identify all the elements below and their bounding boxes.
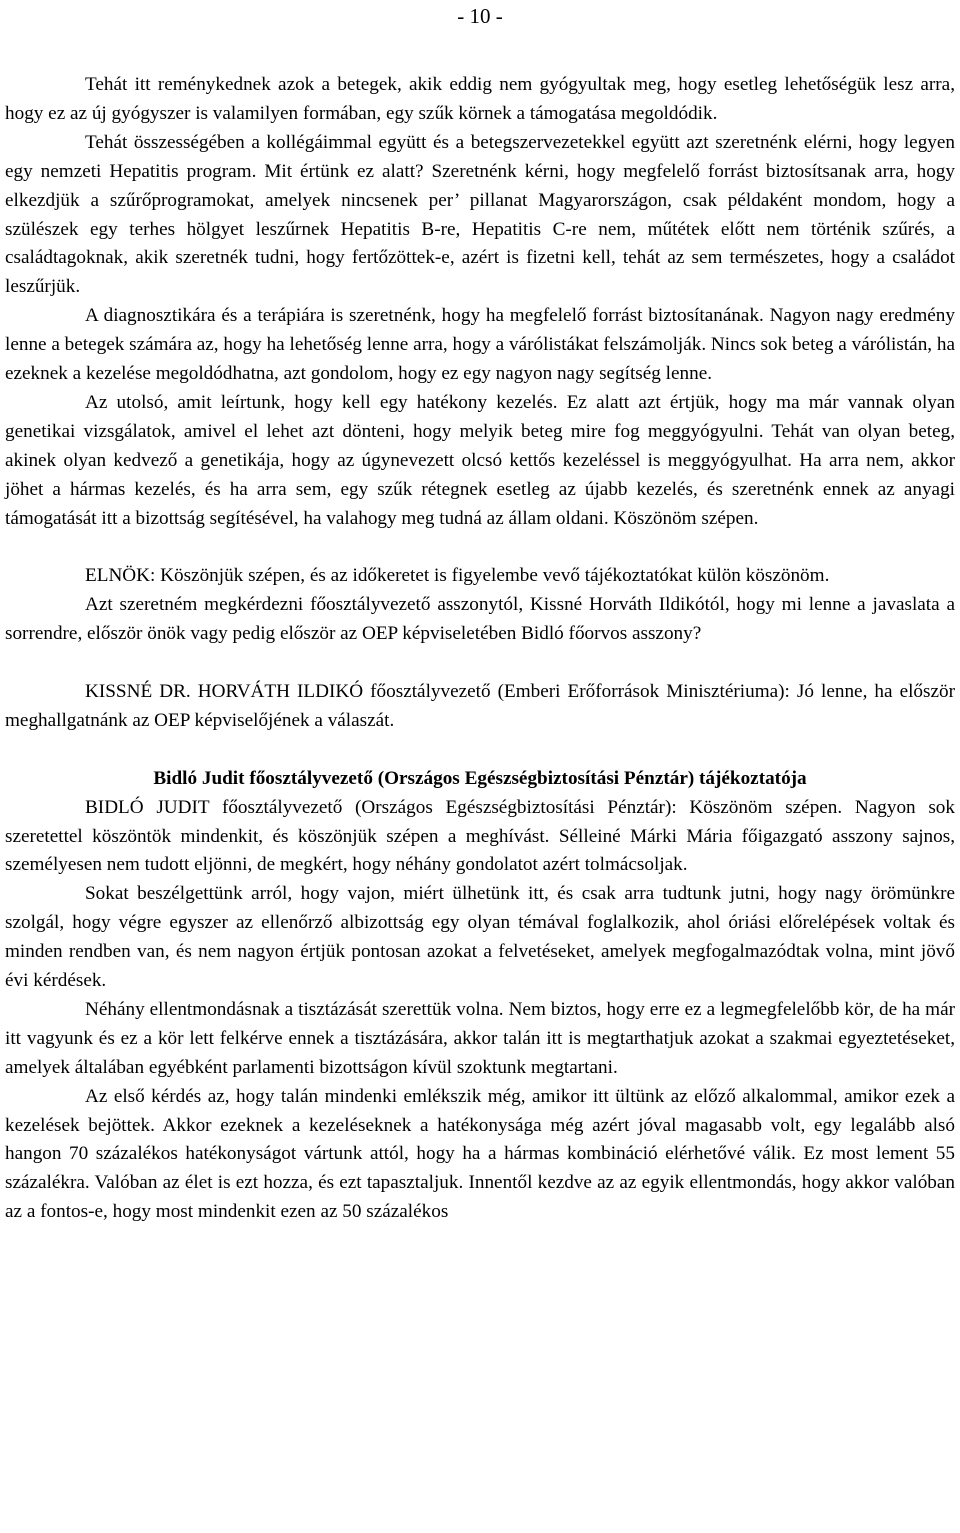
paragraph: Tehát itt reménykednek azok a betegek, akik eddig nem gyógyultak meg, hogy esetleg lehetőségük lesz arra, hogy ez az új gyógyszer is valamilyen formában, egy szűk körnek a támogatása megoldódik.	[5, 74, 955, 124]
paragraph: Az utolsó, amit leírtunk, hogy kell egy hatékony kezelés. Ez alatt azt értjük, hogy ma már vannak olyan genetikai vizsgálatok, amivel el lehet azt dönteni, hogy melyik beteg mire fog meggyógyulni. Tehát van olyan beteg, akinek olyan kedvező a genetikája, hogy az úgynevezett olcsó kettős kezeléssel is meggyógyulhat. Ha arra nem, akkor jöhet a hármas kezelés, és ha arra sem, egy szűk rétegnek esetleg az újabb kezelés, és szeretnénk ennek az anyagi támogatását itt a bizottság segítésével, ha valahogy meg tudná az állam oldani. Köszönöm szépen.	[5, 391, 955, 529]
document-body	[5, 71, 955, 1227]
paragraph: Az első kérdés az, hogy talán mindenki emlékszik még, amikor itt ültünk az előző alkalommal, amikor ezek a kezelések bejöttek. Akkor ezeknek a kezeléseknek a hatékonysága még azért jóval magasabb volt, egy legalább alsó hangon 70 százalékos hatékonyságot vártunk attól, hogy ha a hármas kombináció elérhetővé válik. Ez most lement 55 százalékra. Valóban az élet is ezt hozza, és ezt tapasztaljuk. Innentől kezdve az az egyik ellentmondás, hogy akkor valóban az a fontos-e, hogy most mindenkit ezen az 50 százalékos	[5, 1085, 955, 1223]
paragraph-speaker-remark: KISSNÉ DR. HORVÁTH ILDIKÓ főosztályvezető (Emberi Erőforrások Minisztériuma): Jó lenne, ha először meghallgatnánk az OEP képviselőjének a válaszát.	[5, 681, 955, 731]
paragraph: Sokat beszélgettünk arról, hogy vajon, miért ülhetünk itt, és csak arra tudtunk jutni, hogy nagy örömünkre szolgál, hogy végre egyszer az ellenőrző albizottság egy olyan témával foglalkozik, ahol óriási előrelépések voltak és minden rendben van, és nem nagyon értjük pontosan azokat a felvetéseket, amelyek megfogalmazódtak volna, mint jövő évi kérdések.	[5, 883, 955, 992]
paragraph: Tehát összességében a kollégáimmal együtt és a betegszervezetekkel együtt azt szeretnénk elérni, hogy legyen egy nemzeti Hepatitis program. Mit értünk ez alatt? Szeretnénk kérni, hogy megfelelő forrást biztosítsanak arra, hogy elkezdjük a szűrőprogramokat, amelyek nincsenek per’ pillanat Magyarországon, csak példaként mondom, hogy a szülészek egy terhes hölgyet leszűrnek Hepatitis B-re, Hepatitis C-re nem, műtétek előtt nem történik szűrés, a családtagoknak, akik szeretnék tudni, hogy fertőzöttek-e, azért is fizetni kell, tehát az sem természetes, hogy a családot leszűrjük.	[5, 131, 955, 298]
page-number: - 10 -	[457, 4, 503, 28]
paragraph: Néhány ellentmondásnak a tisztázását szerettük volna. Nem biztos, hogy erre ez a legmegfelelőbb kör, de ha már itt vagyunk és ez a kör lett felkérve ennek a tisztázására, akkor talán itt is megtarthatjuk azokat a szakmai egyeztetéseket, amelyek általában egyébként parlamenti bizottságon kívül szoktunk megtartani.	[5, 998, 955, 1078]
paragraph: A diagnosztikára és a terápiára is szeretnénk, hogy ha megfelelő forrást biztosítanának. Nagyon nagy eredmény lenne a betegek számára az, hogy ha lehetőség lenne arra, hogy a várólistákat felszámolják. Nincs sok beteg a várólistán, ha ezeknek a kezelése megoldódhatna, azt gondolom, hogy ez egy nagyon nagy segítség lenne.	[5, 305, 955, 385]
paragraph: BIDLÓ JUDIT főosztályvezető (Országos Egészségbiztosítási Pénztár): Köszönöm szépen. Nagyon sok szeretettel köszöntök mindenkit, és köszönjük szépen a meghívást. Sélleiné Márki Mária főigazgató asszony sajnos, személyesen nem tudott eljönni, de megkért, hogy néhány gondolatot azért tolmácsoljak.	[5, 796, 955, 876]
paragraph: Azt szeretném megkérdezni főosztályvezető asszonytól, Kissné Horváth Ildikótól, hogy mi lenne a javaslata a sorrendre, először önök vagy pedig először az OEP képviseletében Bidló főorvos asszony?	[5, 594, 955, 645]
section-heading: Bidló Judit főosztályvezető (Országos Egészségbiztosítási Pénztár) tájékoztatója	[153, 767, 807, 789]
paragraph-chair-remark: ELNÖK: Köszönjük szépen, és az időkeretet is figyelembe vevő tájékoztatókat külön köszönöm.	[85, 565, 830, 587]
